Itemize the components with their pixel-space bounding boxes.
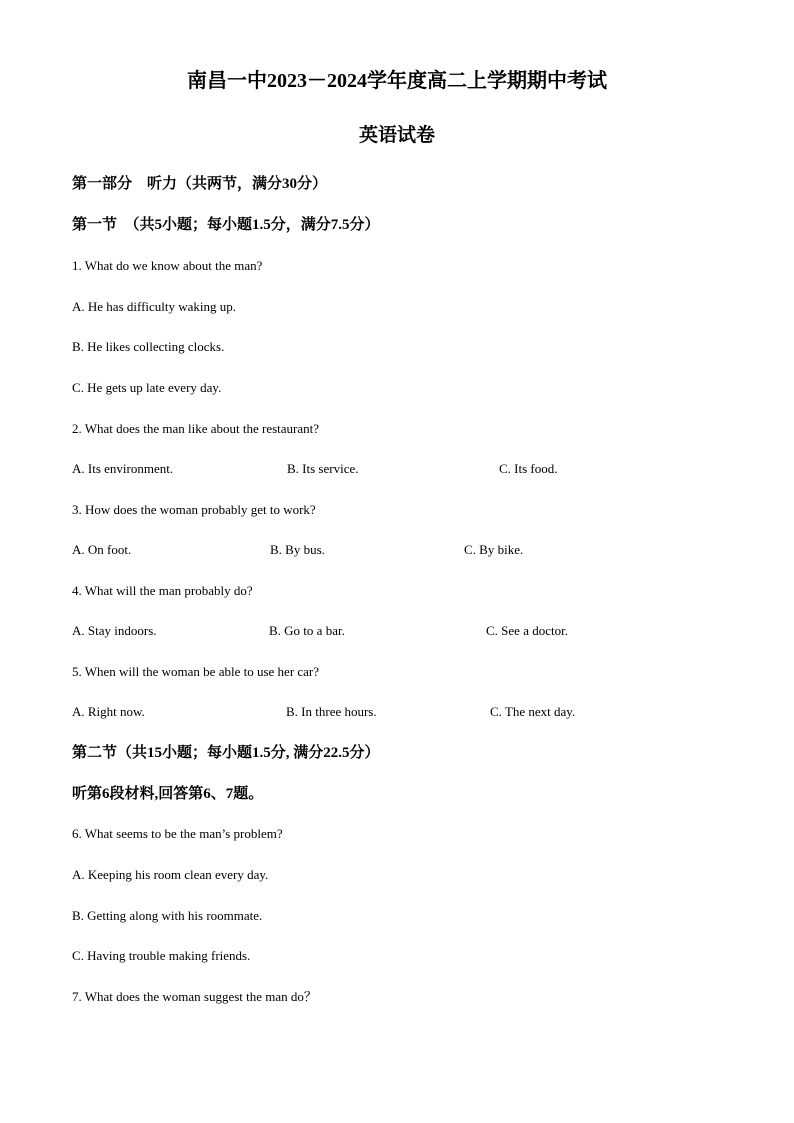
question-6-option-a: A. Keeping his room clean every day. <box>72 867 269 882</box>
question-2-option-a: A. Its environment. <box>72 461 174 476</box>
page-subtitle: 英语试卷 <box>358 125 435 146</box>
question-3-option-a: A. On foot. <box>72 542 132 557</box>
question-3-option-c: C. By bike. <box>464 542 524 557</box>
part-one-heading: 第一部分 听力（共两节，满分30分） <box>72 176 328 192</box>
question-1-option-c: C. He gets up late every day. <box>72 380 222 395</box>
question-4-option-c: C. See a doctor. <box>486 623 568 638</box>
question-5-option-c: C. The next day. <box>490 704 576 719</box>
question-4-option-a: A. Stay indoors. <box>72 623 157 638</box>
question-7-stem: 7. What does the woman suggest the man do？ <box>72 989 317 1004</box>
question-6-stem: 6. What seems to be the man’s problem? <box>72 826 283 841</box>
question-2-stem: 2. What does the man like about the restaurant? <box>72 421 320 436</box>
question-1-stem: 1. What do we know about the man? <box>72 258 263 273</box>
question-1-option-b: B. He likes collecting clocks. <box>72 339 225 354</box>
question-5-stem: 5. When will the woman be able to use her car? <box>72 664 320 679</box>
question-6-option-c: C. Having trouble making friends. <box>72 948 251 963</box>
page-title: 南昌一中2023－2024学年度高二上学期期中考试 <box>187 70 607 92</box>
section-one-heading: 第一节 （共5小题；每小题1.5分，满分7.5分） <box>72 217 380 233</box>
question-3-stem: 3. How does the woman probably get to work? <box>72 502 316 517</box>
question-4-option-b: B. Go to a bar. <box>269 623 345 638</box>
question-1-option-a: A. He has difficulty waking up. <box>72 299 237 314</box>
passage-6-instruction: 听第6段材料,回答第6、7题。 <box>72 786 264 802</box>
question-4-stem: 4. What will the man probably do? <box>72 583 253 598</box>
question-2-option-c: C. Its food. <box>499 461 558 476</box>
question-2-option-b: B. Its service. <box>287 461 359 476</box>
question-5-option-a: A. Right now. <box>72 704 145 719</box>
section-two-heading: 第二节（共15小题；每小题1.5分, 满分22.5分） <box>72 745 380 761</box>
question-6-option-b: B. Getting along with his roommate. <box>72 908 263 923</box>
question-5-option-b: B. In three hours. <box>286 704 377 719</box>
question-3-option-b: B. By bus. <box>270 542 325 557</box>
